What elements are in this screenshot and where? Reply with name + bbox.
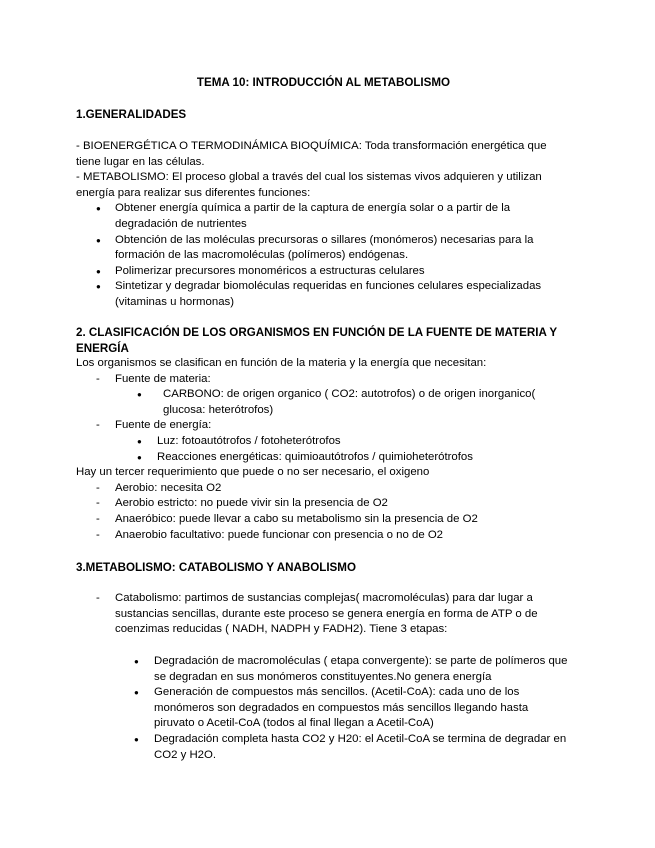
section-1-body xyxy=(76,139,571,311)
carbono-item: ● CARBONO: de origen organico ( CO2: autotrofos) o de origen inorganico( glucosa: heterótrofos) xyxy=(76,387,571,418)
fuente-materia-label: - Fuente de materia: xyxy=(76,372,571,388)
oxigeno-intro: Hay un tercer requerimiento que puede o no ser necesario, el oxigeno xyxy=(76,466,430,479)
oxigeno-list xyxy=(76,481,571,543)
carbono-list xyxy=(76,387,571,418)
section-3-body xyxy=(76,591,571,638)
fuente-materia-list xyxy=(76,372,571,388)
list-item: ● Sintetizar y degradar biomoléculas requeridas en funciones celulares especializadas (vitaminas u hormonas) xyxy=(76,279,571,310)
metabolismo-definition: - METABOLISMO: El proceso global a través del cual los sistemas vivos adquieren y utilizan energía para realizar sus diferentes funciones: xyxy=(76,171,542,199)
list-item: - Aerobio estricto: no puede vivir sin la presencia de O2 xyxy=(76,496,571,512)
list-item: ● Obtención de las moléculas precursoras o sillares (monómeros) necesarias para la formación de las macromoléculas (polímeros) endógenas. xyxy=(76,233,571,264)
metabolismo-functions-list xyxy=(76,201,571,310)
list-item: ● Luz: fotoautótrofos / fotoheterótrofos xyxy=(76,434,571,450)
catabolismo-list xyxy=(76,591,571,638)
classification-intro: Los organismos se clasifican en función de la materia y la energía que necesitan: xyxy=(76,357,487,369)
section-1-heading: 1.GENERALIDADES xyxy=(76,108,187,121)
list-item: ● Degradación de macromoléculas ( etapa convergente): se parte de polímeros que se degradan en sus monómeros constituyentes.No genera energía xyxy=(76,654,571,685)
fuente-energia-list xyxy=(76,418,571,434)
list-item: ● Obtener energía química a partir de la captura de energía solar o a partir de la degradación de nutrientes xyxy=(76,201,571,232)
list-item: ● Degradación completa hasta CO2 y H20: el Acetil-CoA se termina de degradar en CO2 y H2O. xyxy=(76,732,571,763)
list-item: ● Generación de compuestos más sencillos. (Acetil-CoA): cada uno de los monómeros son degradados en compuestos más sencillos llegando hasta piruvato o Acetil-CoA (todos al final llegan a Acetil-CoA) xyxy=(76,685,571,732)
list-item: ● Reacciones energéticas: quimioautótrofos / quimioheterótrofos xyxy=(76,450,571,466)
list-item: - Aerobio: necesita O2 xyxy=(76,481,571,497)
etapas-list xyxy=(76,654,571,763)
list-item: - Anaerobio facultativo: puede funcionar con presencia o no de O2 xyxy=(76,528,571,544)
list-item: - Anaeróbico: puede llevar a cabo su metabolismo sin la presencia de O2 xyxy=(76,512,571,528)
document-title: TEMA 10: INTRODUCCIÓN AL METABOLISMO xyxy=(196,76,451,89)
etapas-block xyxy=(76,654,571,763)
section-2-body xyxy=(76,356,571,543)
section-2-heading: 2. CLASIFICACIÓN DE LOS ORGANISMOS EN FUNCIÓN DE LA FUENTE DE MATERIA Y ENERGÍA xyxy=(76,326,557,355)
fuente-energia-label: - Fuente de energía: xyxy=(76,418,571,434)
catabolismo-item: - Catabolismo: partimos de sustancias complejas( macromoléculas) para dar lugar a sustancias sencillas, durante este proceso se genera energía en forma de ATP o de coenzimas reducidas ( NADH, NADPH y FADH2). Tiene 3 etapas: xyxy=(76,591,571,638)
energia-items-list xyxy=(76,434,571,465)
section-3-heading: 3.METABOLISMO: CATABOLISMO Y ANABOLISMO xyxy=(76,561,356,574)
list-item: ● Polimerizar precursores monoméricos a estructuras celulares xyxy=(76,264,571,280)
bioenergetica-definition: - BIOENERGÉTICA O TERMODINÁMICA BIOQUÍMICA: Toda transformación energética que tiene lugar en las células. xyxy=(76,140,547,168)
